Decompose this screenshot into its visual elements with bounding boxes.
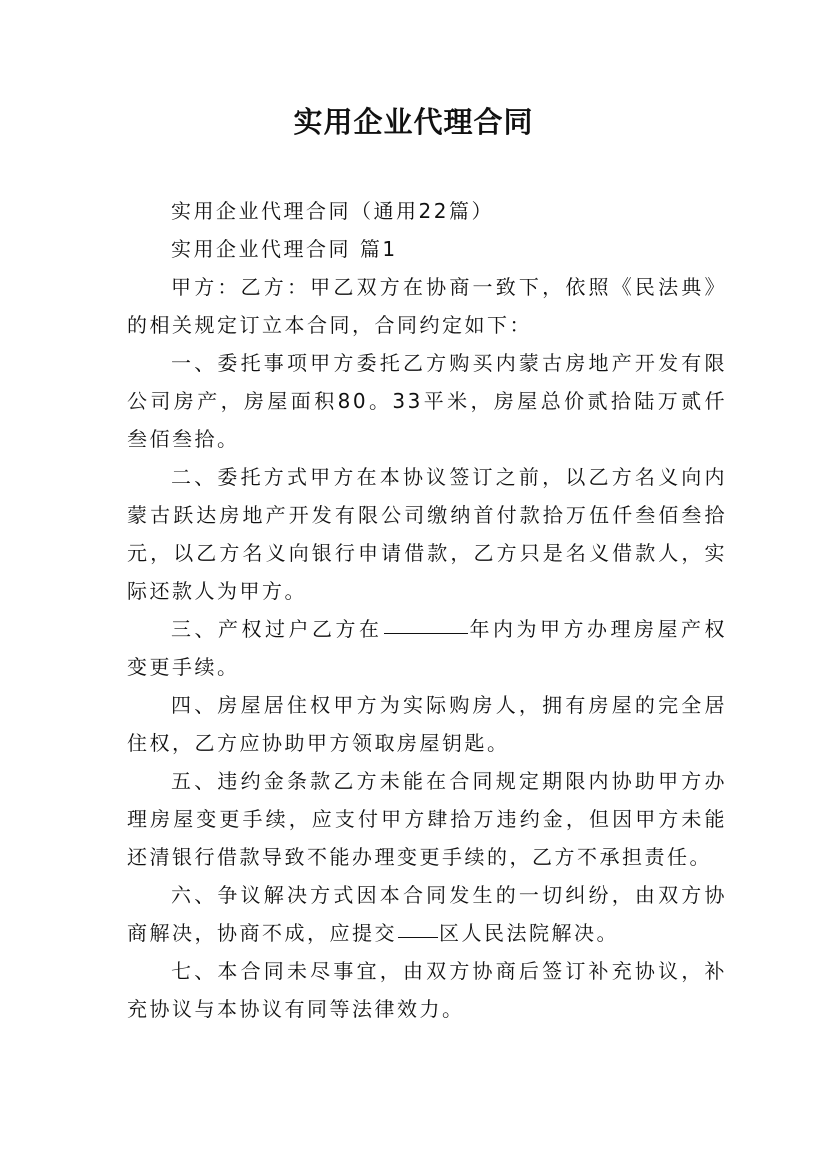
document-title: 实用企业代理合同 [293, 105, 534, 139]
paragraph-5-penalty-clause: 五、违约金条款乙方未能在合同规定期限内协助甲方办理房屋变更手续，应支付甲方肆拾万违约金，但因甲方未能还清银行借款导致不能办理变更手续的，乙方不承担责任。 [127, 769, 727, 869]
paragraph-6-dispute-resolution [127, 876, 727, 952]
section-heading: 实用企业代理合同 篇1 [171, 237, 398, 261]
paragraph-4-residence-right: 四、房屋居住权甲方为实际购房人，拥有房屋的完全居住权，乙方应协助甲方领取房屋钥匙。 [127, 693, 727, 755]
paragraph-7-supplementary: 七、本合同未尽事宜，由双方协商后签订补充协议，补充协议与本协议有同等法律效力。 [127, 959, 727, 1021]
intro-line: 实用企业代理合同（通用22篇） [171, 199, 494, 223]
paragraph-2-entrustment-method: 二、委托方式甲方在本协议签订之前，以乙方名义向内蒙古跃达房地产开发有限公司缴纳首付款拾万伍仟叁佰叁拾元，以乙方名义向银行申请借款，乙方只是名义借款人，实际还款人为甲方。 [127, 465, 727, 603]
paragraph-3-text-end: 年内为甲方办理房屋产权变更手续。 [127, 617, 727, 679]
years-blank-line [384, 609, 468, 634]
paragraph-parties: 甲方：乙方：甲乙双方在协商一致下，依照《民法典》的相关规定订立本合同，合同约定如下： [127, 275, 727, 337]
court-district-blank-line [398, 913, 438, 938]
paragraph-6-text-end: 区人民法院解决。 [439, 921, 619, 945]
document-body [127, 192, 727, 1028]
paragraph-6-text-start: 六、争议解决方式因本合同发生的一切纠纷，由双方协商解决，协商不成，应提交 [127, 883, 727, 945]
paragraph-3-text-start: 三、产权过户乙方在 [171, 617, 383, 641]
paragraph-3-title-transfer [127, 610, 727, 686]
paragraph-1-entrusted-matters: 一、委托事项甲方委托乙方购买内蒙古房地产开发有限公司房产，房屋面积80。33平米，房屋总价贰拾陆万贰仟叁佰叁拾。 [127, 351, 727, 451]
